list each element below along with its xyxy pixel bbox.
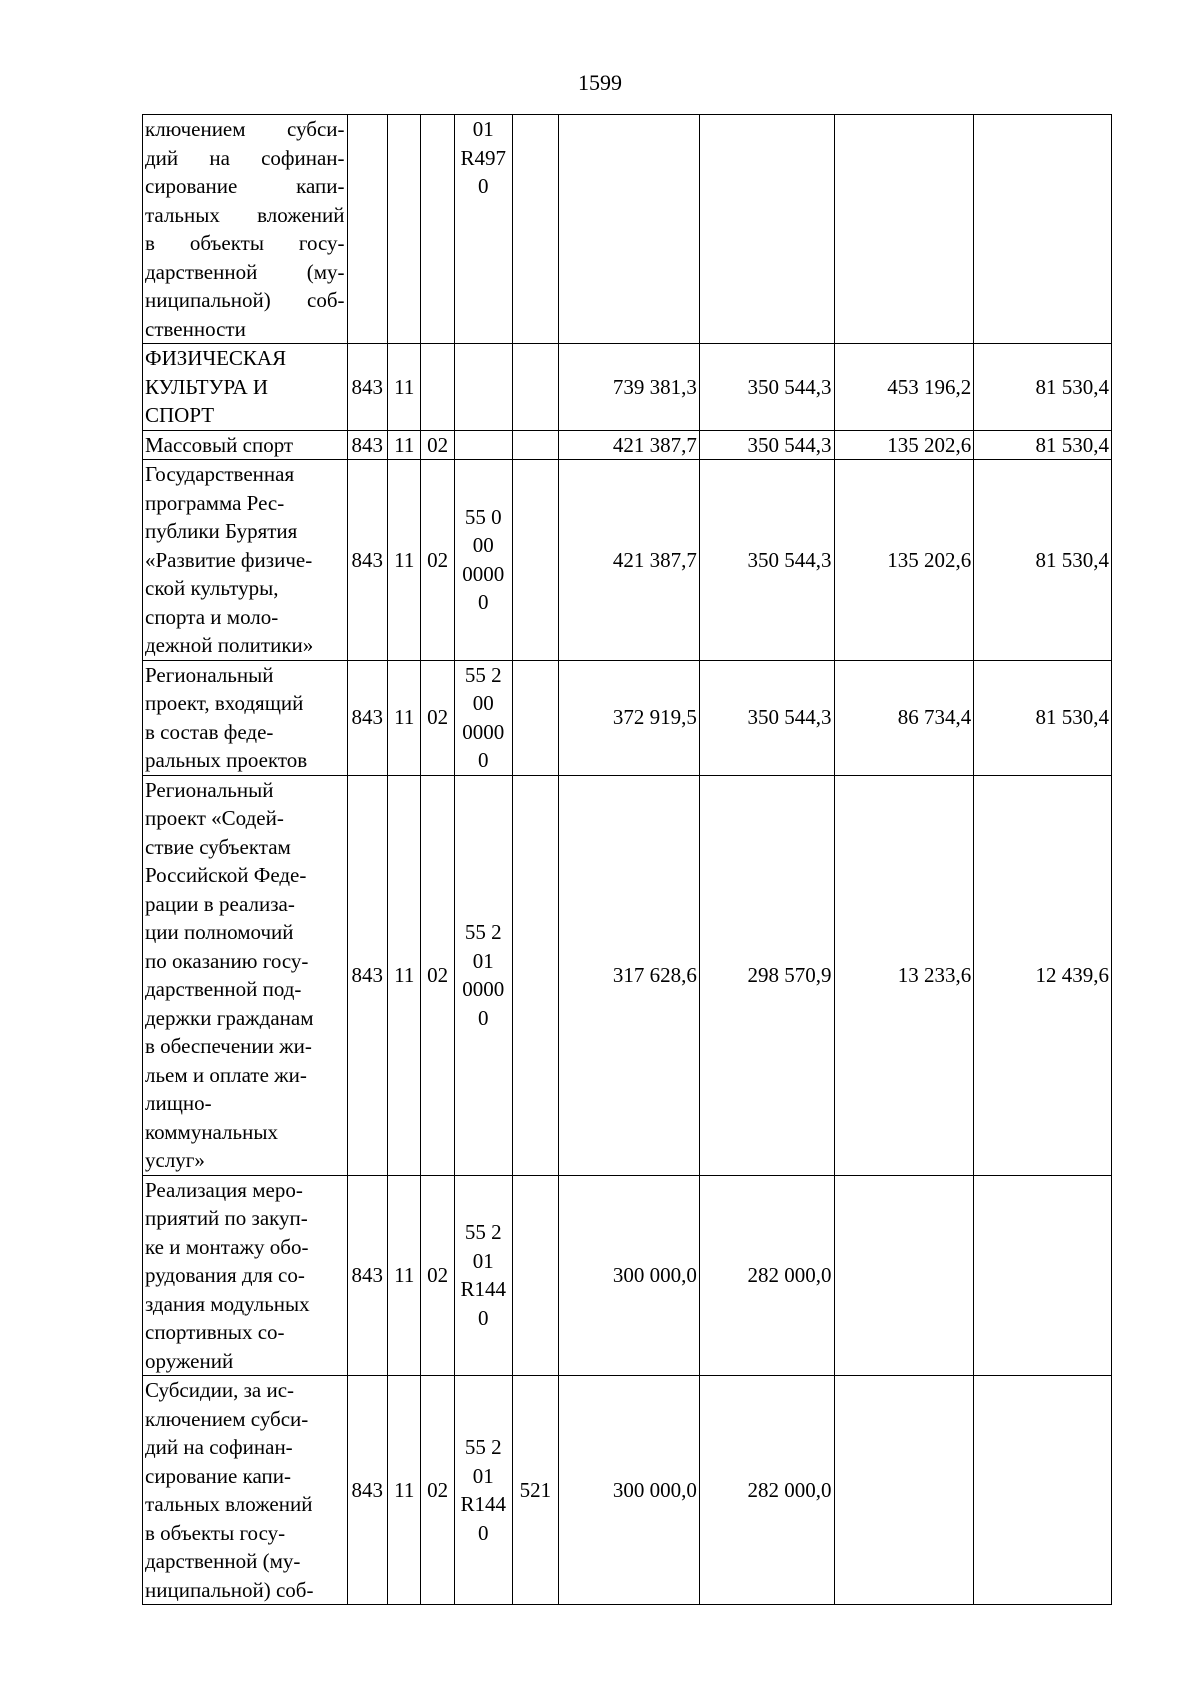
table-row: [143, 660, 1112, 775]
subsection-code-cell: 02: [421, 430, 454, 460]
subsection-code-cell: [421, 344, 454, 431]
subsection-code-cell: 02: [421, 460, 454, 661]
amount-4-cell: 12 439,6: [974, 775, 1112, 1175]
amount-4-cell: [974, 1175, 1112, 1376]
table-row: [143, 460, 1112, 661]
expense-type-cell: [512, 460, 559, 661]
subsection-code-cell: 02: [421, 1376, 454, 1605]
page-number: 1599: [578, 70, 622, 95]
expense-type-cell: [512, 115, 559, 344]
amount-1-cell: 739 381,3: [559, 344, 700, 431]
section-code-cell: [388, 115, 421, 344]
expense-type-cell: [512, 430, 559, 460]
amount-4-cell: 81 530,4: [974, 460, 1112, 661]
amount-3-cell: 13 233,6: [834, 775, 974, 1175]
amount-1-cell: 300 000,0: [559, 1175, 700, 1376]
section-code-cell: 11: [388, 344, 421, 431]
subsection-code-cell: 02: [421, 1175, 454, 1376]
table-row: [143, 115, 1112, 344]
expense-type-cell: [512, 1175, 559, 1376]
amount-2-cell: 282 000,0: [699, 1376, 834, 1605]
amount-3-cell: 453 196,2: [834, 344, 974, 431]
row-name-cell: Государственная программа Рес- публики Бурятия «Развитие физиче- ской культуры, спорта и моло- дежной политики»: [143, 460, 348, 661]
target-article-cell: [454, 344, 512, 431]
section-code-cell: 11: [388, 430, 421, 460]
amount-3-cell: 86 734,4: [834, 660, 974, 775]
row-name-cell: Реализация меро- приятий по закуп- ке и монтажу обо- рудования для со- здания модульных спортивных со- оружений: [143, 1175, 348, 1376]
row-name-cell: Региональный проект «Содей- ствие субъектам Российской Феде- рации в реализа- ции полномочий по оказанию госу- дарственной под- держки гражданам в обеспечении жи- льем и оплате жи- лищно- коммунальных услуг»: [143, 775, 348, 1175]
subsection-code-cell: 02: [421, 775, 454, 1175]
amount-4-cell: 81 530,4: [974, 660, 1112, 775]
amount-2-cell: 282 000,0: [699, 1175, 834, 1376]
row-name-cell: Региональный проект, входящий в состав феде- ральных проектов: [143, 660, 348, 775]
amount-1-cell: 372 919,5: [559, 660, 700, 775]
subsection-code-cell: 02: [421, 660, 454, 775]
amount-3-cell: 135 202,6: [834, 430, 974, 460]
table-row: [143, 1175, 1112, 1376]
amount-3-cell: 135 202,6: [834, 460, 974, 661]
row-name-cell: ФИЗИЧЕСКАЯ КУЛЬТУРА И СПОРТ: [143, 344, 348, 431]
amount-1-cell: 300 000,0: [559, 1376, 700, 1605]
subsection-code-cell: [421, 115, 454, 344]
amount-3-cell: [834, 115, 974, 344]
amount-4-cell: 81 530,4: [974, 430, 1112, 460]
target-article-cell: 55 2 01 R144 0: [454, 1376, 512, 1605]
table-row: [143, 430, 1112, 460]
target-article-cell: 01 R497 0: [454, 115, 512, 344]
amount-2-cell: 350 544,3: [699, 660, 834, 775]
row-name-cell: Массовый спорт: [143, 430, 348, 460]
section-code-cell: 11: [388, 775, 421, 1175]
amount-1-cell: 421 387,7: [559, 430, 700, 460]
target-article-cell: 55 0 00 0000 0: [454, 460, 512, 661]
ministry-code-cell: 843: [347, 344, 388, 431]
amount-3-cell: [834, 1376, 974, 1605]
amount-2-cell: 350 544,3: [699, 460, 834, 661]
section-code-cell: 11: [388, 1376, 421, 1605]
amount-2-cell: [699, 115, 834, 344]
row-name-cell: Субсидии, за ис- ключением субси- дий на софинан- сирование капи- тальных вложений в объекты госу- дарственной (му- ниципальной) соб-: [143, 1376, 348, 1605]
section-code-cell: 11: [388, 460, 421, 661]
amount-4-cell: [974, 1376, 1112, 1605]
expense-type-cell: [512, 344, 559, 431]
amount-3-cell: [834, 1175, 974, 1376]
target-article-cell: 55 2 01 R144 0: [454, 1175, 512, 1376]
amount-1-cell: [559, 115, 700, 344]
ministry-code-cell: 843: [347, 1376, 388, 1605]
ministry-code-cell: 843: [347, 660, 388, 775]
ministry-code-cell: 843: [347, 1175, 388, 1376]
ministry-code-cell: [347, 115, 388, 344]
expense-type-cell: [512, 775, 559, 1175]
amount-1-cell: 317 628,6: [559, 775, 700, 1175]
target-article-cell: [454, 430, 512, 460]
amount-4-cell: 81 530,4: [974, 344, 1112, 431]
table-row: [143, 775, 1112, 1175]
ministry-code-cell: 843: [347, 460, 388, 661]
amount-2-cell: 350 544,3: [699, 344, 834, 431]
ministry-code-cell: 843: [347, 775, 388, 1175]
ministry-code-cell: 843: [347, 430, 388, 460]
target-article-cell: 55 2 00 0000 0: [454, 660, 512, 775]
amount-2-cell: 350 544,3: [699, 430, 834, 460]
section-code-cell: 11: [388, 660, 421, 775]
budget-table: [142, 114, 1112, 1605]
expense-type-cell: 521: [512, 1376, 559, 1605]
row-name-cell: ключением субси- дий на софинан- сирование капи- тальных вложений в объекты госу- дарственной (му- ниципальной) соб- ственности: [143, 115, 348, 344]
target-article-cell: 55 2 01 0000 0: [454, 775, 512, 1175]
amount-1-cell: 421 387,7: [559, 460, 700, 661]
table-row: [143, 344, 1112, 431]
amount-4-cell: [974, 115, 1112, 344]
amount-2-cell: 298 570,9: [699, 775, 834, 1175]
expense-type-cell: [512, 660, 559, 775]
table-row: [143, 1376, 1112, 1605]
section-code-cell: 11: [388, 1175, 421, 1376]
